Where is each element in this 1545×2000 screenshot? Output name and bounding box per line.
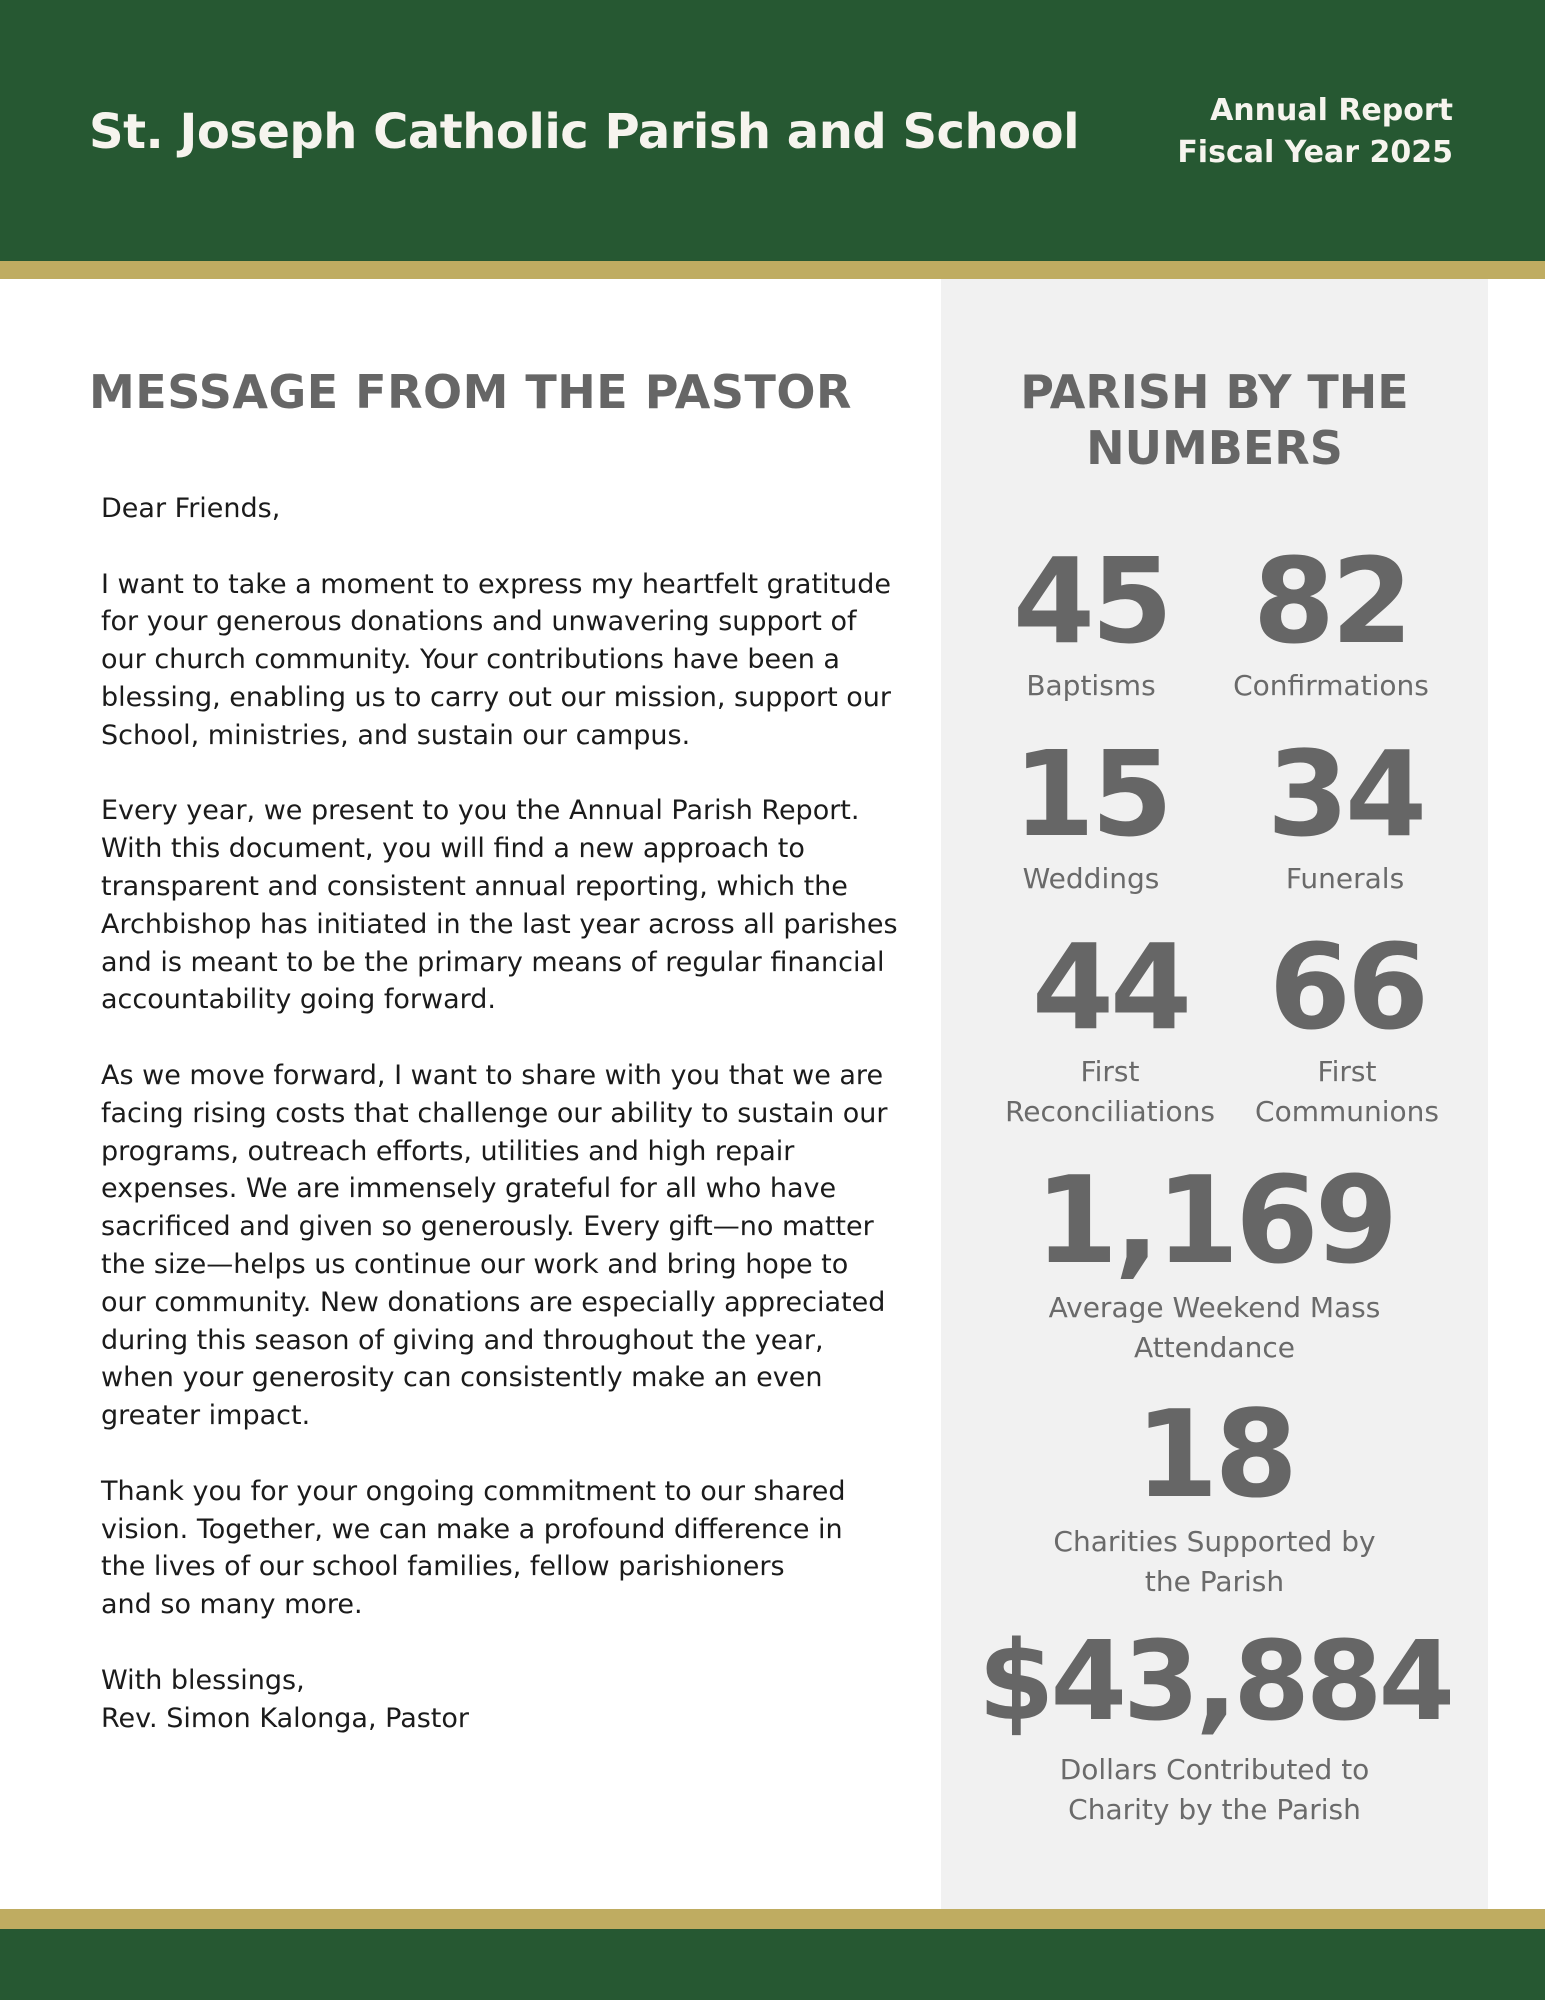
stat-label: Dollars Contributed to: [1059, 1753, 1370, 1786]
letter-paragraph-3: [101, 1057, 931, 1435]
letter-line: expenses. We are immensely grateful for all who have: [101, 1173, 837, 1205]
stat-value: 44: [1031, 918, 1189, 1056]
signature: Rev. Simon Kalonga, Pastor: [101, 1702, 470, 1734]
stat-weddings: [981, 725, 1201, 899]
stat-value: 34: [1266, 725, 1424, 863]
letter-line: during this season of giving and throughout the year,: [101, 1324, 824, 1356]
stat-baptisms: [981, 532, 1201, 706]
letter-line: the lives of our school families, fellow parishioners: [101, 1551, 785, 1583]
letter-line: our church community. Your contributions have been a: [101, 644, 840, 676]
gold-divider-bottom: [0, 1909, 1545, 1929]
letter-paragraph-2: [101, 792, 931, 1019]
stat-label: the Parish: [1144, 1565, 1285, 1598]
fiscal-year: Fiscal Year 2025: [1177, 135, 1453, 170]
letter-line: for your generous donations and unwavering support of: [101, 606, 857, 638]
stat-label: First: [1080, 1055, 1140, 1088]
letter-line: and is meant to be the primary means of regular financial: [101, 946, 885, 978]
stat-value: 45: [1012, 532, 1170, 670]
stat-value: 1,169: [1034, 1152, 1395, 1291]
letter-line: Thank you for your ongoing commitment to our shared: [101, 1475, 846, 1507]
footer-banner: [0, 1929, 1545, 2000]
stat-mass-attendance: [941, 1152, 1488, 1368]
salutation: Dear Friends,: [101, 493, 281, 524]
letter-line: Archbishop has initiated in the last year across all parishes: [101, 908, 898, 940]
stat-funerals: [1230, 725, 1460, 899]
letter-signoff: [101, 1662, 931, 1738]
stat-charity-dollars: [941, 1617, 1488, 1830]
stat-label: Average Weekend Mass: [1048, 1291, 1381, 1324]
stat-label: Attendance: [1134, 1331, 1295, 1364]
letter-line: programs, outreach efforts, utilities and high repair: [101, 1135, 795, 1167]
pastor-letter: [101, 490, 931, 1775]
message-heading: MESSAGE FROM THE PASTOR: [89, 365, 852, 419]
stat-confirmations: [1216, 532, 1446, 706]
stat-value: $43,884: [977, 1617, 1451, 1745]
stat-label: Charity by the Parish: [1068, 1793, 1361, 1826]
letter-line: Every year, we present to you the Annual Parish Report.: [101, 795, 860, 827]
stat-first-communions: [1232, 918, 1462, 1132]
letter-line: sacrificed and given so generously. Every gift—no matter: [101, 1211, 874, 1243]
letter-line: School, ministries, and sustain our campus.: [101, 719, 691, 751]
letter-line: accountability going forward.: [101, 984, 496, 1016]
letter-line: With this document, you will find a new approach to: [101, 833, 805, 865]
stat-label: Reconciliations: [1005, 1095, 1215, 1128]
parish-title: St. Joseph Catholic Parish and School: [89, 104, 1080, 160]
stat-label: First: [1317, 1055, 1377, 1088]
gold-divider-top: [0, 261, 1545, 279]
header-banner: [0, 0, 1545, 261]
stat-value: 82: [1252, 532, 1410, 670]
letter-line: I want to take a moment to express my heartfelt gratitude: [101, 568, 891, 600]
letter-line: when your generosity can consistently make an even: [101, 1362, 823, 1394]
stat-value: 15: [1012, 725, 1170, 863]
letter-line: the size—helps us continue our work and bring hope to: [101, 1248, 849, 1280]
letter-paragraph-4: [101, 1473, 931, 1624]
stat-label: Communions: [1255, 1095, 1439, 1128]
letter-line: vision. Together, we can make a profound difference in: [101, 1513, 843, 1545]
letter-line: greater impact.: [101, 1400, 311, 1432]
report-title: Annual Report: [1210, 93, 1453, 128]
stat-label: Confirmations: [1233, 669, 1429, 702]
stat-label: Baptisms: [1026, 669, 1156, 702]
stat-first-reconciliations: [990, 918, 1230, 1132]
letter-line: blessing, enabling us to carry out our mission, support our: [101, 681, 892, 713]
letter-line: facing rising costs that challenge our ability to sustain our: [101, 1097, 888, 1129]
letter-paragraph-1: [101, 566, 931, 755]
numbers-heading: [941, 364, 1488, 476]
numbers-heading-line-2: NUMBERS: [1086, 421, 1343, 475]
letter-line: transparent and consistent annual reporting, which the: [101, 870, 848, 902]
stat-value: 66: [1268, 918, 1426, 1056]
letter-line: and so many more.: [101, 1589, 363, 1621]
stat-charities: [941, 1386, 1488, 1602]
stat-value: 18: [1135, 1386, 1294, 1525]
letter-line: As we move forward, I want to share with you that we are: [101, 1059, 884, 1091]
letter-line: our community. New donations are especially appreciated: [101, 1286, 886, 1318]
numbers-heading-line-1: PARISH BY THE: [1020, 365, 1409, 419]
report-info: [1177, 90, 1453, 174]
closing: With blessings,: [101, 1664, 305, 1696]
stat-label: Funerals: [1285, 862, 1405, 895]
stat-label: Weddings: [1022, 862, 1160, 895]
stat-label: Charities Supported by: [1053, 1525, 1376, 1558]
